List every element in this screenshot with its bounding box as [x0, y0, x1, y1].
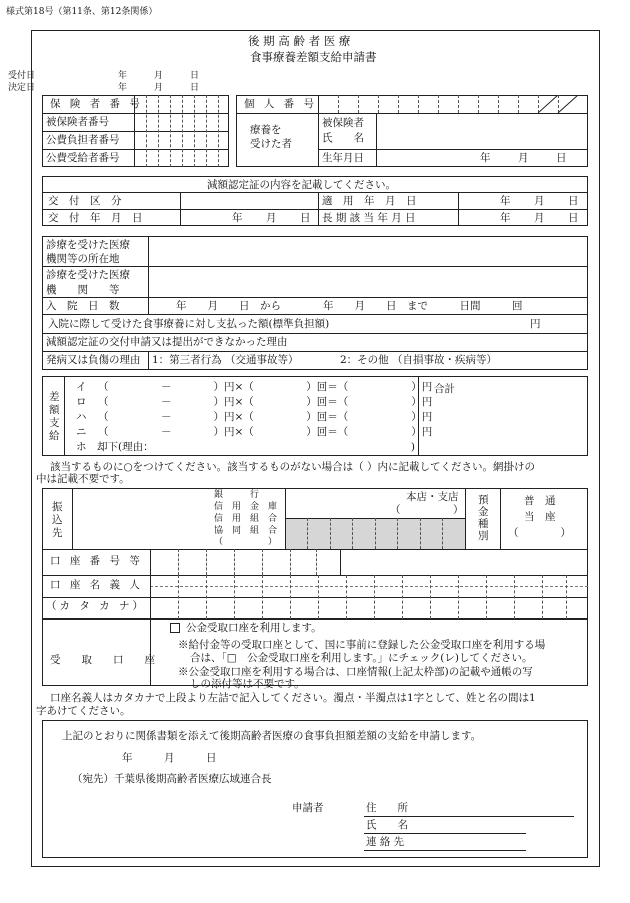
apply-year: 年 [500, 195, 511, 207]
difference-label-3: 支 [49, 417, 60, 429]
note-1: 該当するものに○をつけてください。該当するものがない場合は（ ）内に記載してください。網掛けの [50, 461, 535, 473]
transfer-label-3: 先 [52, 527, 63, 539]
patient-label-2: 受けた者 [250, 138, 292, 150]
difference-row: （ － ）円×（ ）回＝（ ）円 [98, 381, 433, 393]
deposit-type-label-3: 種 [478, 518, 489, 530]
issue-category-label: 交 付 区 分 [48, 195, 122, 207]
branch-label: 本店・支店 [406, 491, 459, 503]
name-label: 氏 名 [322, 132, 364, 144]
public-account-label: 公金受取口座を利用します。 [186, 622, 322, 634]
rejection-row: ホ 却下(理由： ) [76, 441, 415, 453]
bank-type-4[interactable]: 協 同 組 合 [214, 526, 278, 536]
long-term-year: 年 [500, 212, 511, 224]
note-b-2: しの添付等は不要です。 [190, 678, 305, 690]
decided-year: 年 [118, 83, 128, 93]
contact-line[interactable] [364, 850, 526, 851]
reason-label: 減額認定証の交付申請又は提出ができなかった理由 [46, 336, 288, 348]
name-field-label: 氏 名 [366, 819, 408, 831]
difference-row-mark: ハ [76, 411, 87, 423]
issue-year: 年 [232, 212, 243, 224]
injury-reason-option-1[interactable]: 1：第三者行為 （交通事故等） [152, 354, 299, 366]
long-term-month: 月 [534, 212, 545, 224]
bank-type-other[interactable]: （ ） [214, 537, 278, 547]
application-statement: 上記のとおりに関係書類を添えて後期高齢者医療の食事負担額差額の支給を申請します。 [62, 730, 482, 742]
insured-person-label: 被保険者 [322, 117, 364, 129]
account-number-label: 口 座 番 号 等 [50, 555, 143, 567]
patient-name-field[interactable] [378, 115, 586, 147]
public-recipient-label: 公費受給者番号 [46, 152, 120, 164]
transfer-label-2: 込 [52, 514, 63, 526]
received-day: 日 [190, 71, 200, 81]
facility-address-field[interactable] [150, 238, 586, 264]
deposit-other[interactable]: （ ） [508, 527, 571, 539]
long-term-date-label: 長 期 該 当 年 月 日 [322, 212, 416, 224]
decided-month: 月 [154, 83, 164, 93]
facility-name-field[interactable] [150, 268, 586, 295]
difference-label-2: 額 [49, 404, 60, 416]
injury-reason-label: 発病又は負傷の理由 [46, 354, 141, 366]
difference-row-mark: ロ [76, 396, 87, 408]
public-payer-label: 公費負担者番号 [46, 134, 120, 146]
title-line2: 食事療養差額支給申請書 [250, 50, 377, 64]
apply-day: 日 [568, 195, 579, 207]
branch-paren: （ ） [390, 504, 464, 516]
note-a-1: ※給付金等の受取口座として、国に事前に登録した公金受取口座を利用する場 [178, 639, 546, 651]
note-a-2: 合は、「□ 公金受取口座を利用します。」にチェック(レ)してください。 [190, 652, 533, 664]
contact-label: 連 絡 先 [366, 836, 405, 848]
dob-year: 年 [480, 152, 491, 164]
difference-row: （ － ）円×（ ）回＝（ ）円 [98, 411, 433, 423]
personal-number-label: 個 人 番 号 [244, 98, 318, 110]
insured-number-label: 被保険者番号 [46, 116, 109, 128]
deposit-current[interactable]: 当 座 [524, 511, 556, 523]
difference-row-mark: イ [76, 381, 87, 393]
apply-month: 月 [534, 195, 545, 207]
hospital-days-label: 入 院 日 数 [46, 300, 120, 312]
form-number: 様式第18号（第11条、第12条関係） [6, 7, 158, 17]
issue-date-label: 交 付 年 月 日 [48, 212, 143, 224]
dob-day: 日 [556, 152, 567, 164]
difference-row: （ － ）円×（ ）回＝（ ）円 [98, 396, 433, 408]
deposit-type-label-1: 預 [478, 494, 489, 506]
received-month: 月 [154, 71, 164, 81]
facility-address-label-2: 機関等の所在地 [46, 253, 120, 265]
bank-type-2[interactable]: 信 用 金 庫 [214, 502, 278, 512]
receiving-account-label: 受 取 口 座 [50, 654, 155, 666]
public-account-checkbox[interactable] [170, 622, 180, 633]
applicant-label: 申請者 [292, 802, 324, 814]
katakana-label: （カ タ カ ナ） [46, 600, 147, 612]
decided-label: 決定日 [8, 83, 36, 93]
account-holder-label: 口 座 名 義 人 [50, 579, 143, 591]
title-line1: 後 期 高 齢 者 医 療 [248, 34, 351, 48]
decided-day: 日 [190, 83, 200, 93]
reduction-cert-header: 減額認定証の内容を記載してください。 [207, 179, 396, 191]
name-line[interactable] [364, 833, 526, 834]
transfer-label-1: 振 [52, 501, 63, 513]
injury-reason-option-2[interactable]: 2：その他 （自損事故・疾病等） [340, 354, 498, 366]
bank-type-3[interactable]: 信 用 組 合 [214, 514, 278, 524]
insurer-number-label: 保 険 者 番 号 [50, 98, 143, 110]
address-line[interactable] [364, 816, 574, 817]
difference-label-1: 差 [49, 391, 60, 403]
note-b-1: ※公金受取口座を利用する場合は、口座情報(上記太枠部)の記載や通帳の写 [178, 666, 533, 678]
deposit-type-label-2: 金 [478, 506, 489, 518]
note-2b: 字あけてください。 [36, 705, 131, 717]
received-year: 年 [118, 71, 128, 81]
issue-month: 月 [266, 212, 277, 224]
deposit-type-label-4: 別 [478, 530, 489, 542]
received-label: 受付日 [8, 71, 36, 81]
difference-row-mark: ニ [76, 426, 87, 438]
apply-date-label: 適 用 年 月 日 [322, 195, 417, 207]
diagonal-strike-icon [538, 95, 588, 113]
note-1b: 中は記載不要です。 [36, 473, 130, 485]
patient-label-1: 療養を [250, 124, 282, 136]
difference-row: （ － ）円×（ ）回＝（ ）円 [98, 426, 433, 438]
total-label: 合計 [434, 383, 455, 395]
difference-label-4: 給 [49, 430, 60, 442]
long-term-day: 日 [568, 212, 579, 224]
address-label: 住 所 [366, 802, 408, 814]
dob-month: 月 [518, 152, 529, 164]
application-date: 年 月 日 [122, 752, 217, 764]
paid-amount-yen: 円 [530, 318, 541, 330]
hospital-days-row: 年 月 日 から 年 月 日 まで 日間 回 [176, 300, 523, 312]
facility-address-label-1: 診療を受けた医療 [46, 239, 130, 251]
deposit-ordinary[interactable]: 普 通 [524, 495, 556, 507]
facility-name-label-2: 機 関 等 [46, 284, 120, 296]
addressee: （宛先）千葉県後期高齢者医療広域連合長 [72, 773, 272, 785]
facility-name-label-1: 診療を受けた医療 [46, 269, 130, 281]
dob-label: 生年月日 [322, 152, 364, 164]
note-2: 口座名義人はカタカナで上段より左詰で記入してください。濁点・半濁点は1字として、姓と名の間は1 [50, 692, 536, 704]
paid-amount-label: 入院に際して受けた食事療養に対し支払った額(標準負担額) [48, 318, 330, 330]
issue-day: 日 [300, 212, 311, 224]
bank-type-1[interactable]: 銀 行 [214, 490, 260, 500]
